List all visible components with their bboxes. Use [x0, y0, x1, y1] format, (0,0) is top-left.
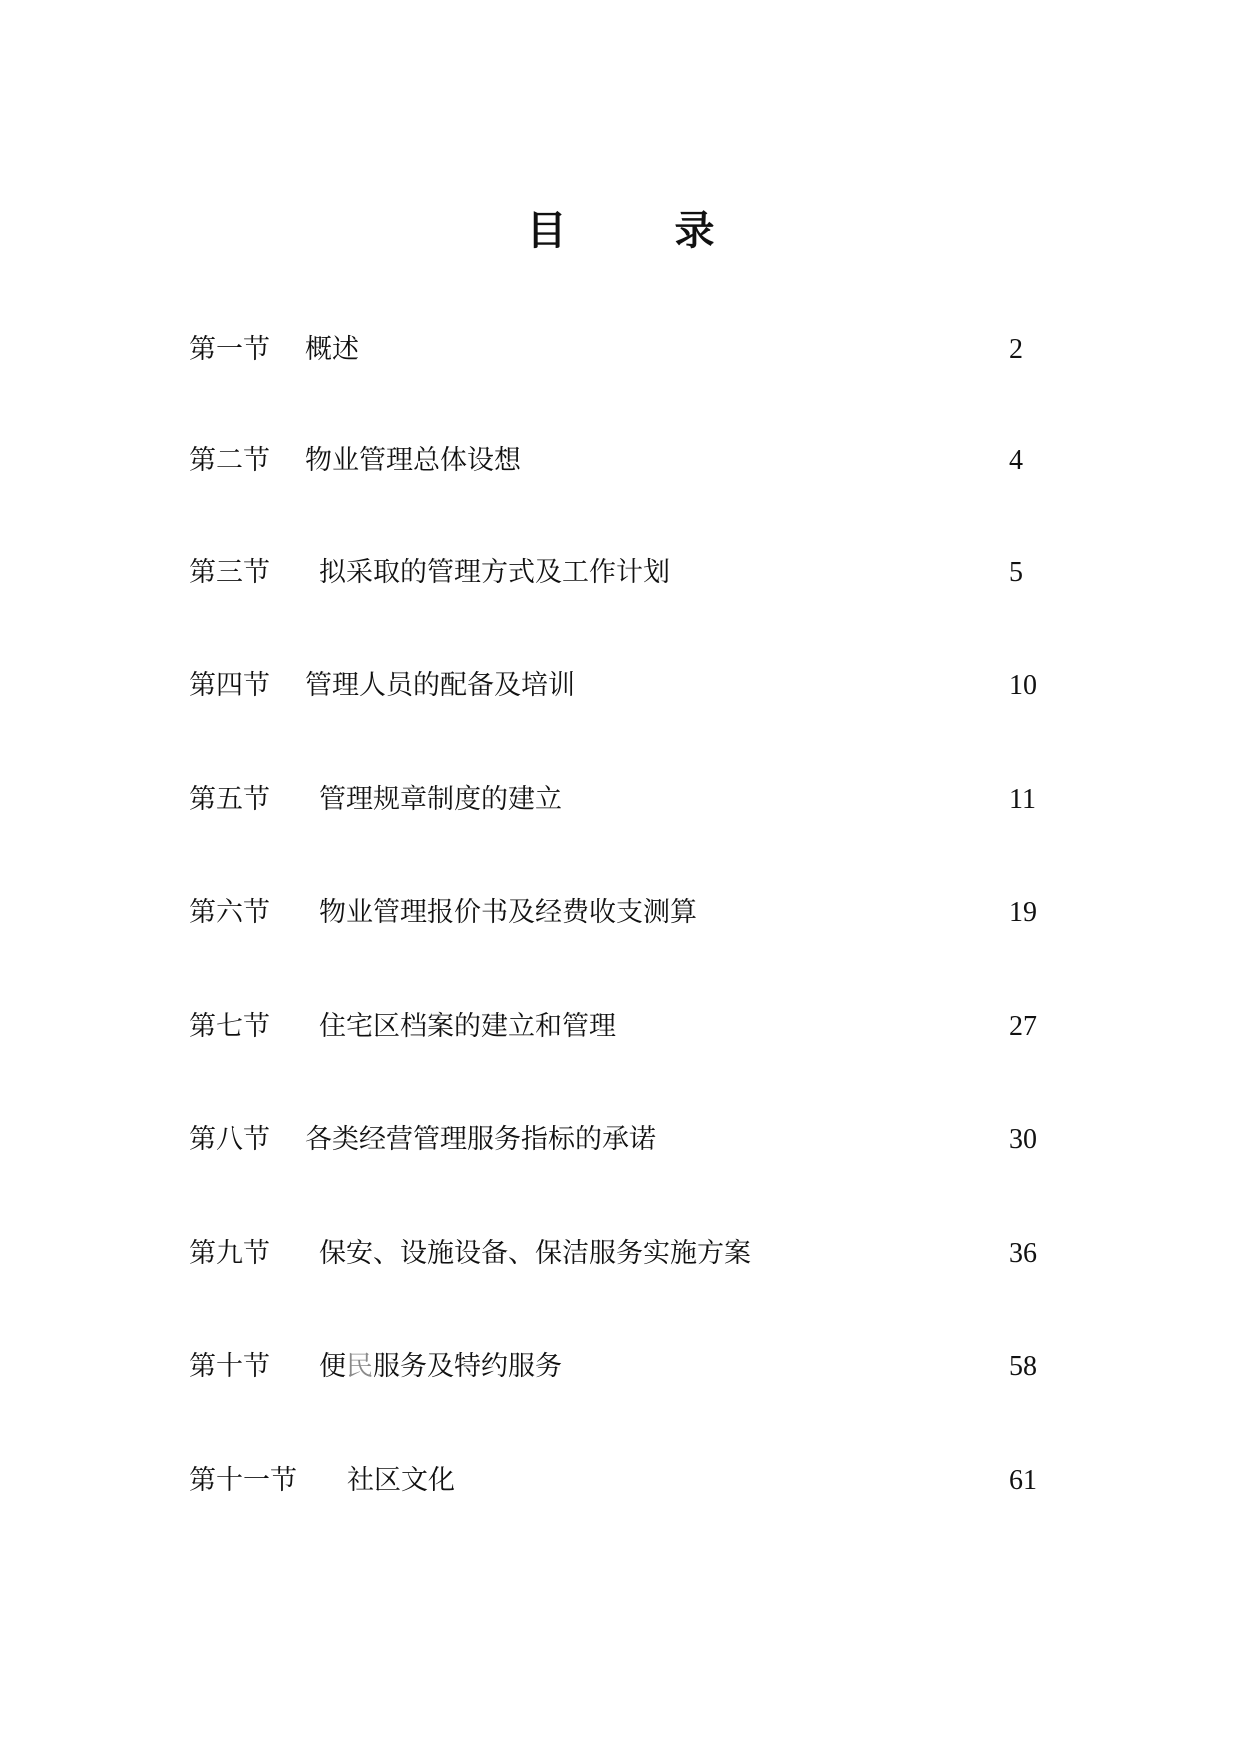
- toc-section-title: 管理规章制度的建立: [319, 784, 562, 815]
- toc-entry[interactable]: [189, 330, 1049, 370]
- toc-page-number: 5: [1009, 557, 1023, 588]
- toc-section-number: 第七节: [189, 1011, 270, 1042]
- toc-page-number: 58: [1009, 1351, 1037, 1382]
- toc-section-title: [319, 1347, 562, 1387]
- toc-title-part: 服务及特约服务: [373, 1351, 562, 1382]
- toc-section-title: 管理人员的配备及培训: [305, 670, 575, 701]
- toc-entry[interactable]: [189, 553, 1049, 593]
- toc-section-number: 第二节: [189, 445, 270, 476]
- toc-page-number: 30: [1009, 1124, 1037, 1155]
- toc-section-title: 概述: [305, 334, 359, 365]
- title-char-1: 目: [526, 207, 567, 254]
- toc-section-number: 第十节: [189, 1351, 270, 1382]
- toc-section-title: 保安、设施设备、保洁服务实施方案: [319, 1238, 751, 1269]
- toc-entry[interactable]: [189, 666, 1049, 706]
- toc-page-number: 4: [1009, 445, 1023, 476]
- toc-section-title: 各类经营管理服务指标的承诺: [305, 1124, 656, 1155]
- toc-page-number: 36: [1009, 1238, 1037, 1269]
- toc-entry[interactable]: [189, 441, 1049, 481]
- toc-page-number: 19: [1009, 897, 1037, 928]
- toc-entry[interactable]: [189, 1234, 1049, 1274]
- toc-section-number: 第三节: [189, 557, 270, 588]
- toc-page-number: 27: [1009, 1011, 1037, 1042]
- toc-section-number: 第八节: [189, 1124, 270, 1155]
- toc-section-number: 第十一节: [189, 1465, 297, 1496]
- toc-page-number: 11: [1009, 784, 1036, 815]
- title-char-2: 录: [674, 207, 715, 254]
- toc-entry[interactable]: [189, 1461, 1049, 1501]
- toc-section-number: 第四节: [189, 670, 270, 701]
- toc-section-number: 第一节: [189, 334, 270, 365]
- toc-section-title: 住宅区档案的建立和管理: [319, 1011, 616, 1042]
- toc-entry[interactable]: [189, 1347, 1049, 1387]
- toc-page-number: 2: [1009, 334, 1023, 365]
- toc-section-title: 物业管理总体设想: [305, 445, 521, 476]
- toc-entry[interactable]: [189, 1120, 1049, 1160]
- toc-entry[interactable]: [189, 1007, 1049, 1047]
- toc-section-title: 物业管理报价书及经费收支测算: [319, 897, 697, 928]
- faded-character: 民: [346, 1351, 373, 1382]
- toc-page-number: 10: [1009, 670, 1037, 701]
- toc-section-title: 拟采取的管理方式及工作计划: [319, 557, 670, 588]
- toc-title-part: 便: [319, 1351, 346, 1382]
- toc-entry[interactable]: [189, 893, 1049, 933]
- toc-section-number: 第五节: [189, 784, 270, 815]
- toc-section-number: 第六节: [189, 897, 270, 928]
- toc-entry[interactable]: [189, 780, 1049, 820]
- toc-page-number: 61: [1009, 1465, 1037, 1496]
- toc-section-number: 第九节: [189, 1238, 270, 1269]
- toc-section-title: 社区文化: [347, 1465, 455, 1496]
